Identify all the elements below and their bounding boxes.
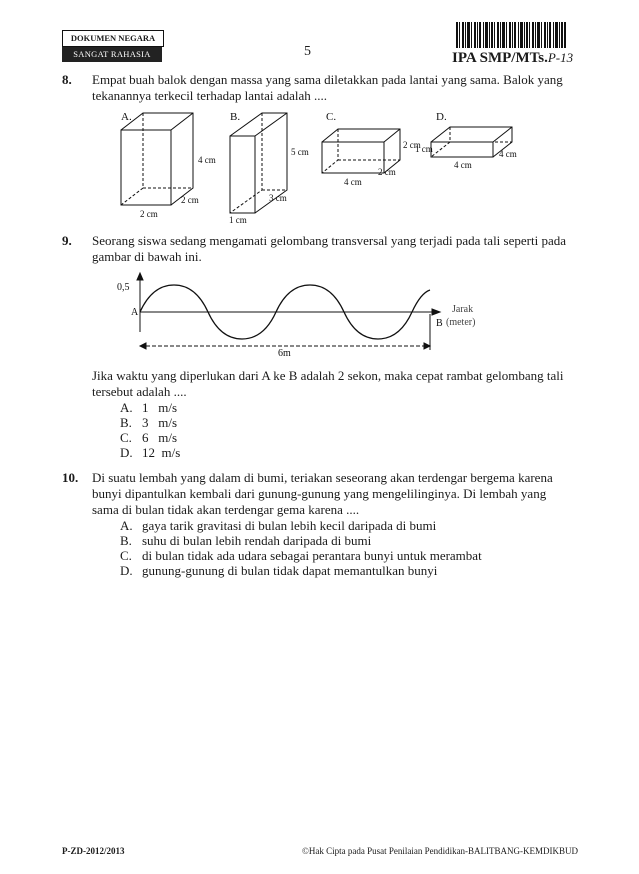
block-d-letter: D.	[436, 111, 447, 123]
block-b-letter: B.	[230, 111, 241, 123]
block-b-depth: 3 cm	[269, 193, 287, 203]
question-10-option-b[interactable]: B. suhu di bulan lebih rendah daripada di bumi	[120, 533, 372, 548]
block-a-width: 2 cm	[140, 209, 158, 219]
wave-amplitude-label: 0,5	[117, 282, 130, 293]
question-8-number: 8.	[62, 72, 72, 87]
question-9-question-line2: tersebut adalah ....	[92, 384, 187, 399]
question-9-question-line1: Jika waktu yang diperlukan dari A ke B adalah 2 sekon, maka cepat rambat gelombang tali	[92, 368, 564, 383]
question-10-text-line1: Di suatu lembah yang dalam di bumi, teriakan seseorang akan terdengar bergema karena	[92, 470, 553, 485]
question-10-option-d[interactable]: D. gunung-gunung di bulan tidak dapat memantulkan bunyi	[120, 563, 438, 578]
question-8-block-figures	[0, 105, 639, 225]
question-10-option-c[interactable]: C. di bulan tidak ada udara sebagai perantara bunyi untuk merambat	[120, 548, 482, 563]
wave-axis-label-unit: (meter)	[446, 317, 476, 328]
block-b-height: 5 cm	[291, 147, 309, 157]
question-9-option-c[interactable]: C. 6 m/s	[120, 430, 178, 445]
block-a-height: 4 cm	[198, 155, 216, 165]
question-9-number: 9.	[62, 233, 72, 248]
document-label: DOKUMEN NEGARA	[62, 30, 164, 47]
block-d-depth: 4 cm	[499, 149, 517, 159]
question-10-number: 10.	[62, 470, 79, 485]
wave-point-a: A	[131, 307, 139, 318]
question-8-text-line2: tekanannya terkecil terhadap lantai adalah ....	[92, 88, 327, 103]
question-10-text-line3: sama di bulan tidak akan terdengar gema karena ....	[92, 502, 360, 517]
block-a-figure	[121, 113, 193, 205]
block-a-letter: A.	[121, 111, 132, 123]
footer-code: P-ZD-2012/2013	[62, 846, 125, 856]
block-c-height: 2 cm	[403, 140, 421, 150]
wave-point-b: B	[436, 318, 443, 329]
question-9-wave-diagram	[0, 270, 639, 360]
footer-copyright: ©Hak Cipta pada Pusat Penilaian Pendidikan-BALITBANG-KEMDIKBUD	[302, 846, 579, 856]
block-c-width: 4 cm	[344, 177, 362, 187]
wave-axis-label-distance: Jarak	[452, 304, 474, 315]
wave-length-label: 6m	[278, 348, 291, 359]
block-d-height: 1 cm	[415, 144, 433, 154]
block-d-width: 4 cm	[454, 160, 472, 170]
question-9-option-b[interactable]: B. 3 m/s	[120, 415, 178, 430]
subject-name: IPA SMP/MTs.	[452, 50, 548, 66]
question-10-text-line2: bunyi dipantulkan kembali dari gunung-gunung yang mengelilinginya. Di lembah yang	[92, 486, 547, 501]
block-a-depth: 2 cm	[181, 195, 199, 205]
subject-code: P-13	[547, 50, 574, 65]
question-9-text-line1: Seorang siswa sedang mengamati gelombang transversal yang terjadi pada tali seperti pada	[92, 233, 566, 248]
block-c-depth: 2 cm	[378, 167, 396, 177]
question-10-option-a[interactable]: A. gaya tarik gravitasi di bulan lebih kecil daripada di bumi	[120, 518, 437, 533]
question-8-text-line1: Empat buah balok dengan massa yang sama diletakkan pada lantai yang sama. Balok yang	[92, 72, 563, 87]
page-number: 5	[304, 44, 311, 59]
block-c-letter: C.	[326, 111, 337, 123]
secret-label: SANGAT RAHASIA	[62, 47, 162, 62]
question-9-option-a[interactable]: A. 1 m/s	[120, 400, 178, 415]
subject-title	[452, 50, 573, 67]
question-9-text-line2: gambar di bawah ini.	[92, 249, 202, 264]
block-b-width: 1 cm	[229, 215, 247, 225]
question-9-option-d[interactable]: D. 12 m/s	[120, 445, 181, 460]
barcode-image	[456, 22, 566, 48]
